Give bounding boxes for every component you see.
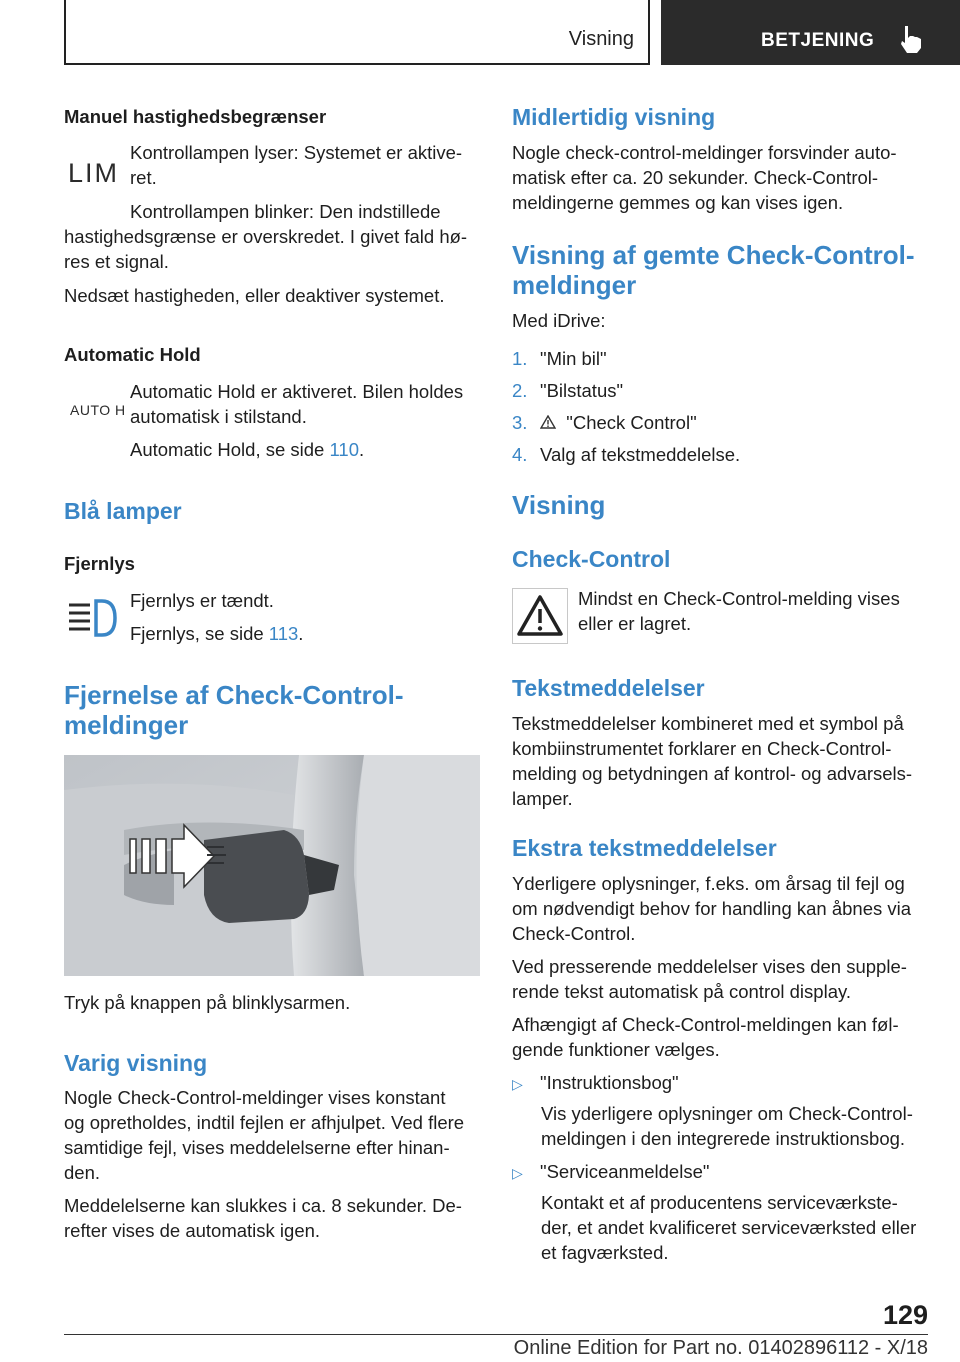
step-1: 1. "Min bil": [512, 348, 607, 369]
ekstra-text-3b: gende funktioner vælges.: [512, 1039, 720, 1060]
autohold-text-2: Automatic Hold, se side 110.: [130, 439, 365, 460]
ekstra-text-3a: Afhængigt af Check-Control-meldingen kan føl‐: [512, 1014, 899, 1035]
ekstra-text-1a: Yderligere oplysninger, f.eks. om årsag til fejl og: [512, 873, 905, 894]
text-messages-heading: Tekstmeddelelser: [512, 675, 705, 701]
check-control-heading: Check-Control: [512, 546, 671, 572]
cc-text-b: eller er lagret.: [578, 613, 692, 634]
temporary-display-heading: Midlertidig visning: [512, 104, 716, 130]
chapter-tab-label: BETJENING: [761, 30, 875, 51]
lim-text-1b: ret.: [130, 167, 157, 188]
tekst-text-d: lamper.: [512, 788, 573, 809]
bullet-marker-icon: ▷: [512, 1165, 523, 1181]
varig-text-1b: og opretholdes, indtil fejlen er afhjulpet. Ved flere: [64, 1112, 465, 1133]
hand-pointer-icon: [897, 24, 925, 54]
permanent-display-heading: Varig visning: [64, 1050, 208, 1076]
tekst-text-a: Tekstmeddelelser kombineret med et symbol på: [512, 713, 904, 734]
autohold-text-1a: Automatic Hold er aktiveret. Bilen holdes: [130, 381, 464, 402]
ekstra-text-2a: Ved presserende meddelelser vises den supple‐: [512, 956, 907, 977]
idrive-label: Med iDrive:: [512, 310, 606, 331]
extra-messages-heading: Ekstra tekstmeddelelser: [512, 835, 777, 861]
tekst-text-b: kombiinstrumentet forklarer en Check-Control-: [512, 738, 892, 759]
edition-footer: Online Edition for Part no. 01402896112 - X/18: [513, 1337, 928, 1359]
bullet-item-manual: ▷ "Instruktionsbog": [512, 1070, 679, 1097]
page-number: 129: [882, 1300, 928, 1330]
check-control-warning-icon: [512, 588, 568, 644]
varig-text-1d: den.: [64, 1162, 101, 1183]
chapter-tab[interactable]: [661, 0, 960, 65]
varig-text-1a: Nogle Check-Control-meldinger vises konstant: [64, 1087, 446, 1108]
varig-text-2a: Meddelelserne kan slukkes i ca. 8 sekunder. De‐: [64, 1195, 462, 1216]
turn-signal-stalk-photo: [64, 755, 480, 976]
auto-hold-icon: AUTO H: [70, 402, 126, 418]
bullet-manual-desc-1: Vis yderligere oplysninger om Check-Control-: [541, 1103, 913, 1124]
stored-messages-heading-a: Visning af gemte Check-Control-: [512, 240, 915, 270]
footer-divider: [64, 1334, 928, 1335]
header-title-box: [64, 0, 650, 65]
midl-text-c: meldingerne gemmes og kan vises igen.: [512, 192, 844, 213]
photo-caption: Tryk på knappen på blinklysarmen.: [64, 992, 351, 1013]
ekstra-text-1c: Check-Control.: [512, 923, 636, 944]
bullet-marker-icon: ▷: [512, 1076, 523, 1092]
lim-icon: LIM: [68, 158, 120, 188]
warning-triangle-icon: [540, 415, 556, 429]
lim-text-2c: res et signal.: [64, 251, 169, 272]
cc-text-a: Mindst en Check-Control-melding vises: [578, 588, 900, 609]
lim-text-2b: hastighedsgrænse er overskredet. I givet fald hø‐: [64, 226, 468, 247]
high-beam-icon: [66, 598, 118, 638]
bullet-service-desc-1: Kontakt et af producentens serviceværkste‐: [541, 1192, 898, 1213]
remove-heading-b: meldinger: [64, 710, 189, 740]
bullet-service-desc-3: et fagværksted.: [541, 1242, 669, 1263]
stored-messages-heading-b: meldinger: [512, 270, 637, 300]
step-2: 2. "Bilstatus": [512, 380, 624, 401]
varig-text-1c: samtidige fejl, vises meddelelserne efter hinan‐: [64, 1137, 450, 1158]
lim-heading: Manuel hastighedsbegrænser: [64, 106, 327, 127]
blue-lamps-heading: Blå lamper: [64, 498, 182, 524]
section-title: Visning: [568, 28, 634, 50]
ekstra-text-2b: rende tekst automatisk på control display.: [512, 981, 851, 1002]
high-beam-heading: Fjernlys: [64, 553, 135, 574]
lim-text-1a: Kontrollampen lyser: Systemet er aktive‐: [130, 142, 463, 163]
page-link-113[interactable]: 113: [268, 623, 299, 644]
autohold-heading: Automatic Hold: [64, 344, 201, 365]
bullet-item-service: ▷ "Serviceanmeldelse": [512, 1159, 709, 1186]
autohold-text-1b: automatisk i stilstand.: [130, 406, 307, 427]
bullet-manual-desc-2: meldingen i den integrerede instruktionsbog.: [541, 1128, 906, 1149]
page-link-110[interactable]: 110: [329, 439, 359, 460]
high-beam-text-1: Fjernlys er tændt.: [130, 590, 274, 611]
step-4: 4. Valg af tekstmeddelelse.: [512, 444, 741, 465]
lim-text-2a: Kontrollampen blinker: Den indstillede: [130, 201, 441, 222]
midl-text-b: matisk efter ca. 20 sekunder. Check-Control-: [512, 167, 879, 188]
lim-text-3: Nedsæt hastigheden, eller deaktiver systemet.: [64, 285, 445, 306]
stalk-illustration: [64, 755, 480, 976]
tekst-text-c: melding og betydningen af kontrol- og advarsels-: [512, 763, 913, 784]
step-3: 3. "Check Control": [512, 412, 697, 433]
bullet-service-desc-2: der, et andet kvalificeret serviceværksted eller: [541, 1217, 917, 1238]
display-heading: Visning: [512, 490, 606, 520]
remove-heading-a: Fjernelse af Check-Control-: [64, 680, 404, 710]
midl-text-a: Nogle check-control-meldinger forsvinder auto‐: [512, 142, 897, 163]
ekstra-text-1b: om nødvendigt behov for handling kan åbnes via: [512, 898, 912, 919]
high-beam-text-2: Fjernlys, se side 113.: [130, 623, 304, 644]
varig-text-2b: refter vises de automatisk igen.: [64, 1220, 321, 1241]
